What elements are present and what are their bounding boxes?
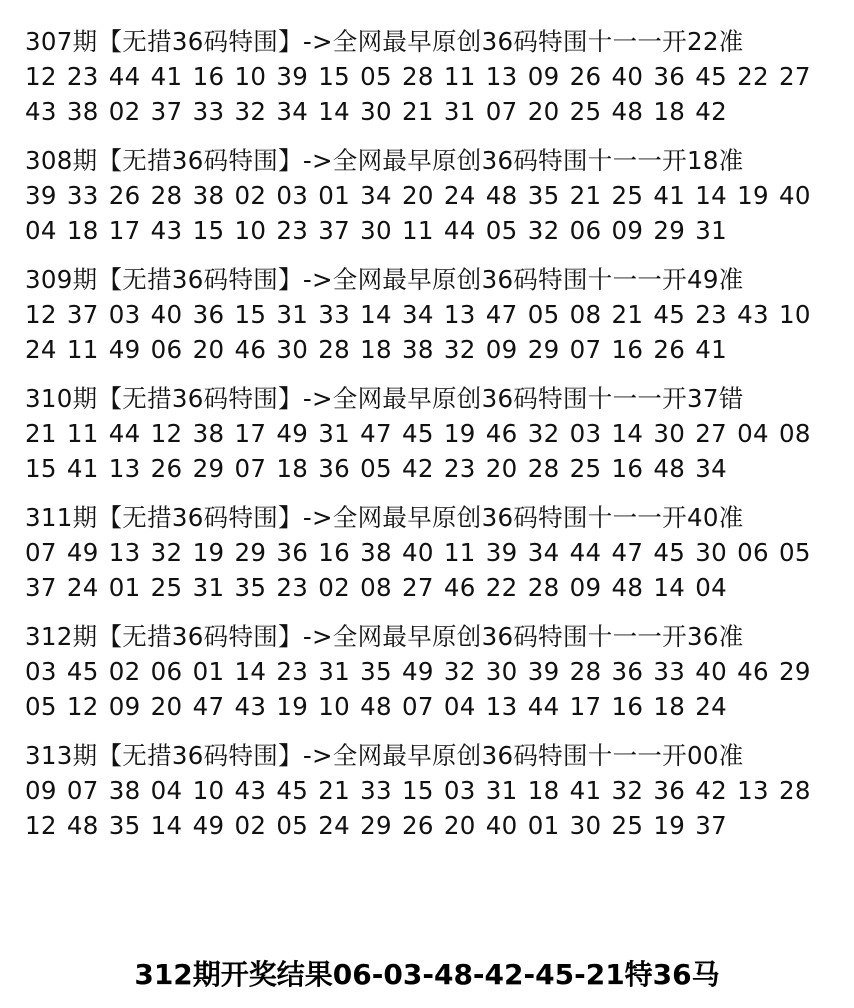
entry-block <box>25 619 840 724</box>
number-cell: 42 <box>695 776 728 805</box>
number-cell: 36 <box>611 657 644 686</box>
number-cell: 32 <box>234 97 267 126</box>
number-cell: 07 <box>569 335 602 364</box>
number-cell: 05 <box>485 216 518 245</box>
number-cell: 19 <box>653 811 686 840</box>
number-cell: 48 <box>653 454 686 483</box>
number-cell: 02 <box>234 181 267 210</box>
number-cell: 20 <box>150 692 183 721</box>
number-cell: 31 <box>276 300 309 329</box>
number-cell: 41 <box>653 181 686 210</box>
number-cell: 29 <box>192 454 225 483</box>
number-cell: 10 <box>779 300 811 329</box>
number-cell: 01 <box>318 181 351 210</box>
number-cell: 30 <box>653 419 686 448</box>
number-cell: 49 <box>108 335 141 364</box>
number-cell: 04 <box>737 419 769 448</box>
number-cell: 23 <box>276 573 309 602</box>
number-cell: 45 <box>653 300 686 329</box>
number-cell: 12 <box>66 692 99 721</box>
number-cell: 42 <box>402 454 434 483</box>
entry-block <box>25 24 840 129</box>
number-cell: 08 <box>569 300 602 329</box>
number-row <box>25 535 840 570</box>
number-cell: 03 <box>443 776 476 805</box>
number-cell: 47 <box>611 538 644 567</box>
number-cell: 41 <box>695 335 728 364</box>
number-cell: 22 <box>737 62 769 91</box>
number-cell: 13 <box>737 776 769 805</box>
number-cell: 37 <box>318 216 351 245</box>
number-cell: 33 <box>66 181 99 210</box>
number-cell: 49 <box>402 657 434 686</box>
number-cell: 25 <box>569 454 602 483</box>
number-cell: 01 <box>108 573 141 602</box>
number-cell: 18 <box>527 776 560 805</box>
number-cell: 02 <box>318 573 351 602</box>
number-cell: 26 <box>653 335 686 364</box>
number-cell: 05 <box>360 454 392 483</box>
number-cell: 40 <box>695 657 728 686</box>
number-cell: 34 <box>360 181 392 210</box>
number-cell: 39 <box>485 538 518 567</box>
number-cell: 12 <box>150 419 183 448</box>
number-cell: 25 <box>150 573 183 602</box>
number-cell: 14 <box>653 573 686 602</box>
number-cell: 08 <box>360 573 392 602</box>
number-cell: 34 <box>527 538 560 567</box>
number-cell: 11 <box>66 335 99 364</box>
number-cell: 33 <box>318 300 351 329</box>
entry-title: 313期【无措36码特围】->全网最早原创36码特围十一一开00准 <box>25 741 744 770</box>
number-cell: 03 <box>569 419 602 448</box>
number-cell: 10 <box>192 776 225 805</box>
number-cell: 17 <box>569 692 602 721</box>
number-cell: 41 <box>66 454 99 483</box>
number-cell: 03 <box>108 300 141 329</box>
number-cell: 36 <box>192 300 225 329</box>
number-cell: 25 <box>569 97 602 126</box>
number-cell: 14 <box>234 657 267 686</box>
entry-block <box>25 381 840 486</box>
number-cell: 12 <box>25 62 57 91</box>
number-cell: 26 <box>150 454 183 483</box>
number-cell: 15 <box>25 454 57 483</box>
number-cell: 30 <box>360 97 392 126</box>
number-row <box>25 213 840 248</box>
number-cell: 37 <box>66 300 99 329</box>
number-cell: 28 <box>569 657 602 686</box>
number-cell: 24 <box>25 335 57 364</box>
number-cell: 40 <box>150 300 183 329</box>
number-cell: 35 <box>527 181 560 210</box>
number-cell: 07 <box>66 776 99 805</box>
number-cell: 26 <box>108 181 141 210</box>
number-cell: 23 <box>695 300 728 329</box>
number-cell: 43 <box>25 97 57 126</box>
number-cell: 37 <box>695 811 728 840</box>
number-row <box>25 773 840 808</box>
number-cell: 06 <box>150 335 183 364</box>
number-cell: 37 <box>25 573 57 602</box>
number-cell: 01 <box>192 657 225 686</box>
number-cell: 36 <box>653 776 686 805</box>
number-row <box>25 94 840 129</box>
number-cell: 15 <box>318 62 351 91</box>
number-cell: 21 <box>569 181 602 210</box>
number-cell: 33 <box>192 97 225 126</box>
number-cell: 33 <box>360 776 392 805</box>
number-cell: 28 <box>527 573 560 602</box>
number-cell: 37 <box>150 97 183 126</box>
number-cell: 26 <box>402 811 434 840</box>
number-cell: 19 <box>443 419 476 448</box>
number-cell: 45 <box>695 62 728 91</box>
number-cell: 39 <box>25 181 57 210</box>
number-cell: 14 <box>318 97 351 126</box>
number-cell: 21 <box>25 419 57 448</box>
number-row <box>25 297 840 332</box>
number-cell: 32 <box>527 419 560 448</box>
number-cell: 20 <box>402 181 434 210</box>
number-cell: 41 <box>569 776 602 805</box>
number-cell: 10 <box>234 216 267 245</box>
number-cell: 31 <box>318 419 351 448</box>
number-cell: 13 <box>443 300 476 329</box>
number-cell: 46 <box>485 419 518 448</box>
number-cell: 18 <box>653 692 686 721</box>
number-cell: 17 <box>108 216 141 245</box>
number-cell: 27 <box>779 62 811 91</box>
number-cell: 30 <box>360 216 392 245</box>
number-cell: 48 <box>611 573 644 602</box>
number-cell: 49 <box>192 811 225 840</box>
number-cell: 04 <box>150 776 183 805</box>
number-cell: 28 <box>150 181 183 210</box>
number-cell: 47 <box>360 419 392 448</box>
number-cell: 25 <box>611 181 644 210</box>
number-cell: 16 <box>192 62 225 91</box>
number-cell: 13 <box>108 454 141 483</box>
number-cell: 28 <box>779 776 811 805</box>
number-cell: 20 <box>485 454 518 483</box>
number-cell: 05 <box>25 692 57 721</box>
entry-title: 308期【无措36码特围】->全网最早原创36码特围十一一开18准 <box>25 146 744 175</box>
number-cell: 03 <box>276 181 309 210</box>
number-cell: 43 <box>234 692 267 721</box>
number-cell: 19 <box>737 181 769 210</box>
number-cell: 15 <box>192 216 225 245</box>
number-cell: 09 <box>25 776 57 805</box>
entry-title: 311期【无措36码特围】->全网最早原创36码特围十一一开40准 <box>25 503 744 532</box>
number-cell: 29 <box>653 216 686 245</box>
number-cell: 48 <box>611 97 644 126</box>
number-cell: 48 <box>66 811 99 840</box>
number-cell: 19 <box>192 538 225 567</box>
number-cell: 14 <box>611 419 644 448</box>
number-row <box>25 570 840 605</box>
number-cell: 30 <box>695 538 728 567</box>
number-cell: 29 <box>360 811 392 840</box>
entry-block <box>25 738 840 843</box>
number-cell: 48 <box>485 181 518 210</box>
number-cell: 30 <box>569 811 602 840</box>
number-cell: 03 <box>25 657 57 686</box>
number-row <box>25 178 840 213</box>
number-row <box>25 808 840 843</box>
number-cell: 16 <box>611 454 644 483</box>
entries-list <box>25 24 840 857</box>
number-cell: 38 <box>402 335 434 364</box>
number-cell: 17 <box>234 419 267 448</box>
number-cell: 15 <box>234 300 267 329</box>
number-cell: 49 <box>66 538 99 567</box>
number-cell: 45 <box>653 538 686 567</box>
number-cell: 42 <box>695 97 728 126</box>
entry-block <box>25 262 840 367</box>
number-cell: 21 <box>402 97 434 126</box>
number-cell: 21 <box>611 300 644 329</box>
number-cell: 40 <box>402 538 434 567</box>
number-cell: 27 <box>402 573 434 602</box>
number-cell: 05 <box>779 538 811 567</box>
number-cell: 43 <box>150 216 183 245</box>
number-cell: 13 <box>485 692 518 721</box>
number-cell: 05 <box>527 300 560 329</box>
number-cell: 38 <box>108 776 141 805</box>
number-cell: 16 <box>318 538 351 567</box>
number-cell: 02 <box>108 97 141 126</box>
number-cell: 23 <box>276 657 309 686</box>
number-cell: 32 <box>443 335 476 364</box>
number-cell: 04 <box>695 573 728 602</box>
number-cell: 20 <box>443 811 476 840</box>
number-cell: 43 <box>737 300 769 329</box>
number-cell: 06 <box>569 216 602 245</box>
number-cell: 38 <box>360 538 392 567</box>
number-cell: 24 <box>318 811 351 840</box>
number-cell: 29 <box>779 657 811 686</box>
number-cell: 05 <box>276 811 309 840</box>
number-cell: 44 <box>569 538 602 567</box>
number-cell: 02 <box>108 657 141 686</box>
number-row <box>25 59 840 94</box>
number-cell: 35 <box>108 811 141 840</box>
number-cell: 31 <box>318 657 351 686</box>
number-cell: 07 <box>25 538 57 567</box>
number-cell: 07 <box>485 97 518 126</box>
number-cell: 22 <box>485 573 518 602</box>
number-cell: 31 <box>485 776 518 805</box>
number-cell: 12 <box>25 811 57 840</box>
number-row <box>25 332 840 367</box>
number-cell: 44 <box>443 216 476 245</box>
number-cell: 28 <box>527 454 560 483</box>
number-cell: 49 <box>276 419 309 448</box>
number-cell: 08 <box>779 419 811 448</box>
number-cell: 28 <box>318 335 351 364</box>
number-cell: 10 <box>234 62 267 91</box>
number-cell: 24 <box>443 181 476 210</box>
entry-title: 312期【无措36码特围】->全网最早原创36码特围十一一开36准 <box>25 622 744 651</box>
number-cell: 11 <box>443 62 476 91</box>
number-cell: 40 <box>779 181 811 210</box>
number-cell: 35 <box>360 657 392 686</box>
number-row <box>25 689 840 724</box>
draw-result: 312期开奖结果06-03-48-42-45-21特36马 <box>134 958 720 991</box>
number-cell: 24 <box>66 573 99 602</box>
number-cell: 36 <box>276 538 309 567</box>
number-cell: 13 <box>108 538 141 567</box>
number-cell: 33 <box>653 657 686 686</box>
number-cell: 31 <box>192 573 225 602</box>
number-cell: 06 <box>150 657 183 686</box>
number-cell: 39 <box>527 657 560 686</box>
number-cell: 02 <box>234 811 267 840</box>
number-cell: 09 <box>485 335 518 364</box>
number-cell: 18 <box>653 97 686 126</box>
number-cell: 06 <box>737 538 769 567</box>
number-cell: 20 <box>527 97 560 126</box>
number-cell: 36 <box>653 62 686 91</box>
number-cell: 12 <box>25 300 57 329</box>
number-cell: 39 <box>276 62 309 91</box>
number-row <box>25 416 840 451</box>
number-cell: 34 <box>276 97 309 126</box>
number-cell: 16 <box>611 692 644 721</box>
number-cell: 38 <box>192 181 225 210</box>
number-cell: 45 <box>402 419 434 448</box>
number-cell: 04 <box>25 216 57 245</box>
number-cell: 18 <box>276 454 309 483</box>
number-row <box>25 654 840 689</box>
number-cell: 44 <box>527 692 560 721</box>
number-cell: 11 <box>66 419 99 448</box>
number-cell: 30 <box>485 657 518 686</box>
number-cell: 16 <box>611 335 644 364</box>
number-cell: 32 <box>611 776 644 805</box>
number-cell: 40 <box>611 62 644 91</box>
number-cell: 14 <box>360 300 392 329</box>
number-cell: 29 <box>527 335 560 364</box>
number-cell: 38 <box>66 97 99 126</box>
number-cell: 45 <box>66 657 99 686</box>
number-cell: 19 <box>276 692 309 721</box>
number-cell: 34 <box>695 454 728 483</box>
number-cell: 26 <box>569 62 602 91</box>
number-cell: 01 <box>527 811 560 840</box>
number-cell: 23 <box>66 62 99 91</box>
entry-block <box>25 143 840 248</box>
number-cell: 07 <box>402 692 434 721</box>
number-cell: 20 <box>192 335 225 364</box>
number-cell: 32 <box>443 657 476 686</box>
number-cell: 21 <box>318 776 351 805</box>
number-cell: 14 <box>695 181 728 210</box>
number-cell: 47 <box>192 692 225 721</box>
number-cell: 09 <box>569 573 602 602</box>
number-cell: 11 <box>402 216 434 245</box>
number-cell: 27 <box>695 419 728 448</box>
entry-title: 309期【无措36码特围】->全网最早原创36码特围十一一开49准 <box>25 265 744 294</box>
number-row <box>25 451 840 486</box>
number-cell: 05 <box>360 62 392 91</box>
number-cell: 34 <box>402 300 434 329</box>
number-cell: 18 <box>66 216 99 245</box>
number-cell: 23 <box>276 216 309 245</box>
number-cell: 13 <box>485 62 518 91</box>
number-cell: 09 <box>611 216 644 245</box>
number-cell: 44 <box>108 62 141 91</box>
number-cell: 45 <box>276 776 309 805</box>
number-cell: 15 <box>402 776 434 805</box>
entry-title: 307期【无措36码特围】->全网最早原创36码特围十一一开22准 <box>25 27 744 56</box>
number-cell: 09 <box>527 62 560 91</box>
number-cell: 31 <box>443 97 476 126</box>
entry-title: 310期【无措36码特围】->全网最早原创36码特围十一一开37错 <box>25 384 744 413</box>
number-cell: 46 <box>737 657 769 686</box>
number-cell: 09 <box>108 692 141 721</box>
entry-block <box>25 500 840 605</box>
number-cell: 29 <box>234 538 267 567</box>
number-cell: 43 <box>234 776 267 805</box>
number-cell: 44 <box>108 419 141 448</box>
number-cell: 25 <box>611 811 644 840</box>
number-cell: 36 <box>318 454 351 483</box>
number-cell: 10 <box>318 692 351 721</box>
number-cell: 24 <box>695 692 728 721</box>
number-cell: 35 <box>234 573 267 602</box>
number-cell: 46 <box>234 335 267 364</box>
number-cell: 46 <box>443 573 476 602</box>
number-cell: 28 <box>402 62 434 91</box>
number-cell: 18 <box>360 335 392 364</box>
number-cell: 48 <box>360 692 392 721</box>
number-cell: 14 <box>150 811 183 840</box>
number-cell: 41 <box>150 62 183 91</box>
number-cell: 32 <box>527 216 560 245</box>
number-cell: 11 <box>443 538 476 567</box>
number-cell: 32 <box>150 538 183 567</box>
number-cell: 07 <box>234 454 267 483</box>
number-cell: 38 <box>192 419 225 448</box>
number-cell: 23 <box>443 454 476 483</box>
number-cell: 04 <box>443 692 476 721</box>
number-cell: 31 <box>695 216 728 245</box>
number-cell: 40 <box>485 811 518 840</box>
number-cell: 30 <box>276 335 309 364</box>
number-cell: 47 <box>485 300 518 329</box>
